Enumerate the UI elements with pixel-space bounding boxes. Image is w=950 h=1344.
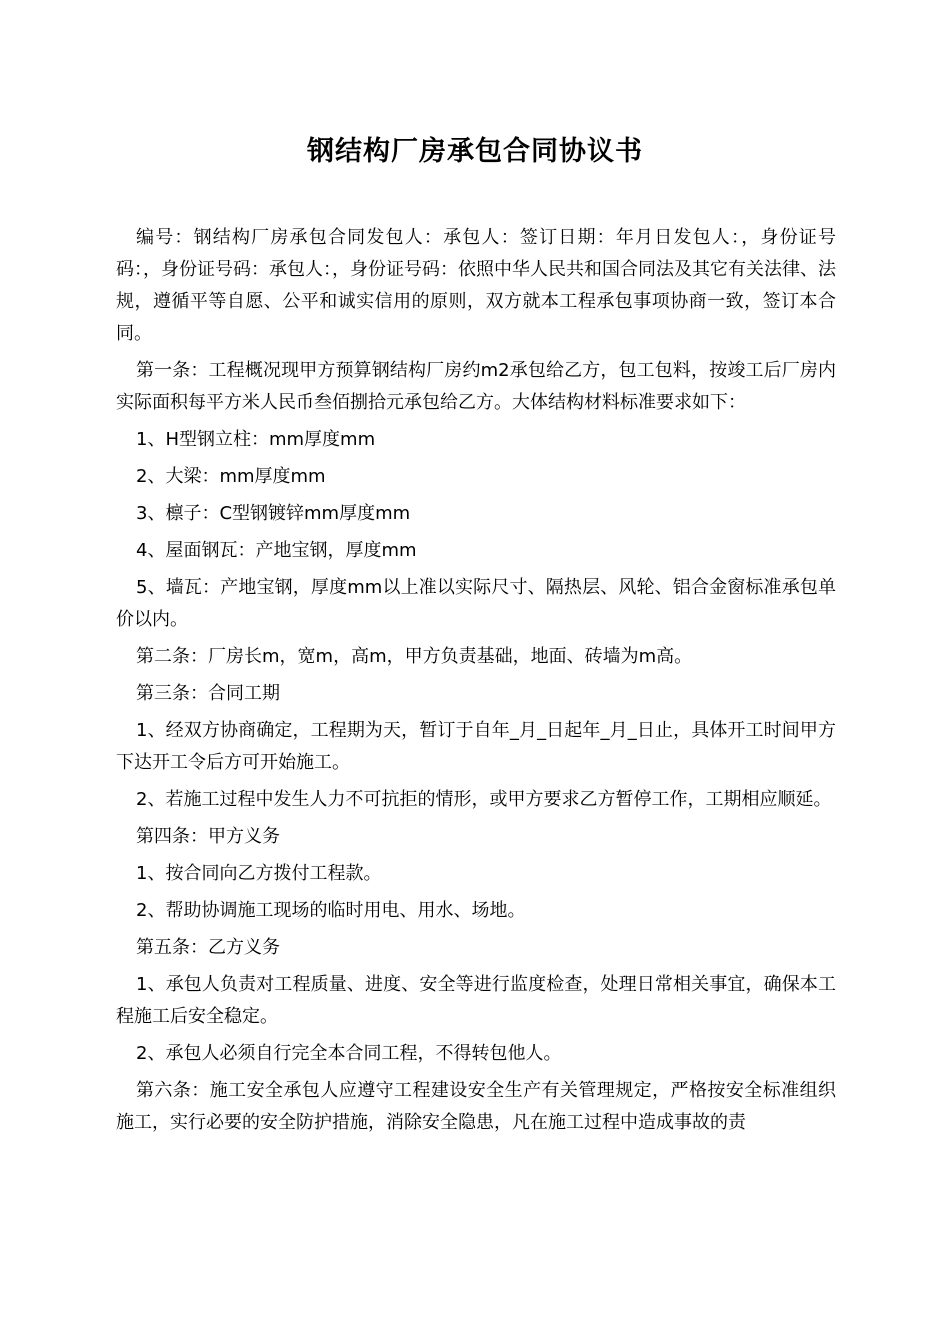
paragraph-item: 3、檩子：C型钢镀锌mm厚度mm (136, 503, 411, 524)
paragraph-item: 1、按合同向乙方拨付工程款。 (136, 863, 382, 884)
paragraph-item: 2、帮助协调施工现场的临时用电、用水、场地。 (136, 900, 526, 921)
paragraph-item: 1、经双方协商确定，工程期为天，暂订于自年_月_日起年_月_日止，具体开工时间甲方下达开工令后方可开始施工。 (116, 720, 836, 773)
paragraph-article-5: 第五条：乙方义务 (136, 937, 280, 958)
paragraph-item: 5、墙瓦：产地宝钢，厚度mm以上准以实际尺寸、隔热层、风轮、铝合金窗标准承包单价以内。 (116, 577, 836, 630)
paragraph-item: 1、H型钢立柱：mm厚度mm (136, 429, 376, 450)
paragraph-article-1: 第一条：工程概况现甲方预算钢结构厂房约m2承包给乙方，包工包料，按竣工后厂房内实际面积每平方米人民币叁佰捌拾元承包给乙方。大体结构材料标准要求如下： (116, 360, 836, 413)
paragraph-article-6: 第六条：施工安全承包人应遵守工程建设安全生产有关管理规定，严格按安全标准组织施工，实行必要的安全防护措施，消除安全隐患，凡在施工过程中造成事故的责 (116, 1080, 836, 1133)
document-title: 钢结构厂房承包合同协议书 (307, 136, 643, 167)
paragraph-item: 2、大梁：mm厚度mm (136, 466, 326, 487)
paragraph-item: 4、屋面钢瓦：产地宝钢，厚度mm (136, 540, 417, 561)
paragraph-item: 2、若施工过程中发生人力不可抗拒的情形，或甲方要求乙方暂停工作，工期相应顺延。 (136, 789, 832, 810)
document-body (116, 222, 836, 1144)
paragraph-article-3: 第三条：合同工期 (136, 683, 280, 704)
paragraph-item: 1、承包人负责对工程质量、进度、安全等进行监度检查，处理日常相关事宜，确保本工程施工后安全稳定。 (116, 974, 836, 1027)
paragraph-article-4: 第四条：甲方义务 (136, 826, 280, 847)
paragraph-preamble: 编号：钢结构厂房承包合同发包人：承包人：签订日期：年月日发包人：，身份证号码：，身份证号码：承包人：，身份证号码：依照中华人民共和国合同法及其它有关法律、法规，遵循平等自愿、公平和诚实信用的原则，双方就本工程承包事项协商一致，签订本合同。 (116, 227, 836, 344)
paragraph-article-2: 第二条：厂房长m，宽m，高m，甲方负责基础，地面、砖墙为m高。 (136, 646, 693, 667)
paragraph-item: 2、承包人必须自行完全本合同工程，不得转包他人。 (136, 1043, 562, 1064)
